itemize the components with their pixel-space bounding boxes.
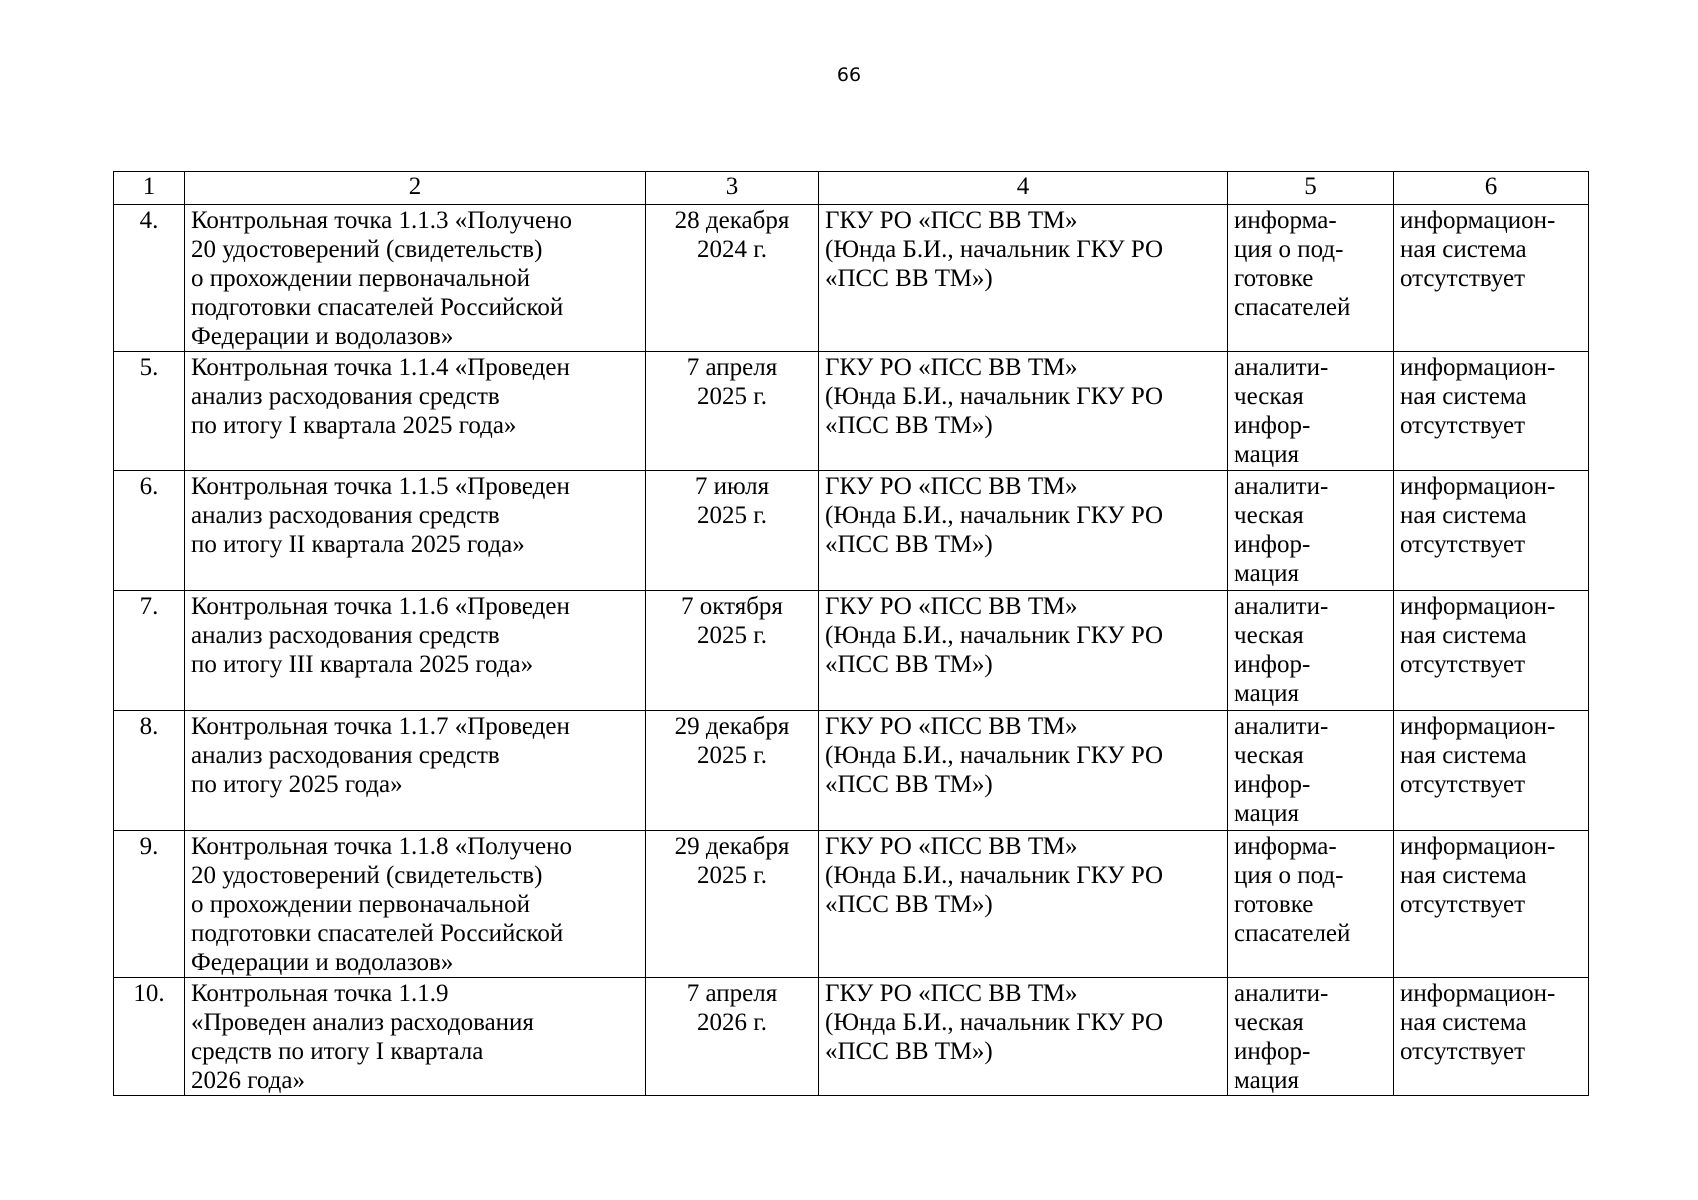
table-row <box>114 978 1589 1096</box>
deadline-date: 29 декабря 2025 г. <box>646 711 819 831</box>
deadline-date: 7 апреля 2026 г. <box>646 978 819 1096</box>
row-number: 9. <box>114 831 185 978</box>
information-system: информацион- ная система отсутствует <box>1394 352 1589 471</box>
table-row <box>114 831 1589 978</box>
responsible-executor: ГКУ РО «ПСС ВВ ТМ» (Юнда Б.И., начальник ГКУ РО «ПСС ВВ ТМ») <box>819 471 1228 591</box>
deadline-date: 7 октября 2025 г. <box>646 591 819 711</box>
control-point-name: Контрольная точка 1.1.6 «Проведен анализ расходования средств по итогу III квартала 2025 года» <box>185 591 646 711</box>
document-type: аналити- ческая инфор- мация <box>1228 471 1394 591</box>
table-header-row <box>114 172 1589 205</box>
table-row <box>114 352 1589 471</box>
control-point-name: Контрольная точка 1.1.4 «Проведен анализ расходования средств по итогу I квартала 2025 года» <box>185 352 646 471</box>
control-point-name: Контрольная точка 1.1.3 «Получено 20 удостоверений (свидетельств) о прохождении первоначальной подготовки спасателей Российской Федерации и водолазов» <box>185 205 646 352</box>
control-point-name: Контрольная точка 1.1.5 «Проведен анализ расходования средств по итогу II квартала 2025 года» <box>185 471 646 591</box>
control-points-table <box>113 171 1589 1096</box>
document-type: аналити- ческая инфор- мация <box>1228 711 1394 831</box>
document-type: информа- ция о под- готовке спасателей <box>1228 205 1394 352</box>
column-header-4: 4 <box>819 172 1228 205</box>
responsible-executor: ГКУ РО «ПСС ВВ ТМ» (Юнда Б.И., начальник ГКУ РО «ПСС ВВ ТМ») <box>819 352 1228 471</box>
row-number: 7. <box>114 591 185 711</box>
information-system: информацион- ная система отсутствует <box>1394 471 1589 591</box>
column-header-6: 6 <box>1394 172 1589 205</box>
document-type: аналити- ческая инфор- мация <box>1228 591 1394 711</box>
table-row <box>114 711 1589 831</box>
control-point-name: Контрольная точка 1.1.8 «Получено 20 удостоверений (свидетельств) о прохождении первоначальной подготовки спасателей Российской Федерации и водолазов» <box>185 831 646 978</box>
column-header-5: 5 <box>1228 172 1394 205</box>
table-row <box>114 591 1589 711</box>
deadline-date: 7 апреля 2025 г. <box>646 352 819 471</box>
page-number: 66 <box>836 64 862 86</box>
control-point-name: Контрольная точка 1.1.9 «Проведен анализ расходования средств по итогу I квартала 2026 года» <box>185 978 646 1096</box>
row-number: 10. <box>114 978 185 1096</box>
deadline-date: 28 декабря 2024 г. <box>646 205 819 352</box>
column-header-1: 1 <box>114 172 185 205</box>
deadline-date: 29 декабря 2025 г. <box>646 831 819 978</box>
row-number: 5. <box>114 352 185 471</box>
information-system: информацион- ная система отсутствует <box>1394 831 1589 978</box>
information-system: информацион- ная система отсутствует <box>1394 205 1589 352</box>
information-system: информацион- ная система отсутствует <box>1394 978 1589 1096</box>
responsible-executor: ГКУ РО «ПСС ВВ ТМ» (Юнда Б.И., начальник ГКУ РО «ПСС ВВ ТМ») <box>819 831 1228 978</box>
column-header-3: 3 <box>646 172 819 205</box>
responsible-executor: ГКУ РО «ПСС ВВ ТМ» (Юнда Б.И., начальник ГКУ РО «ПСС ВВ ТМ») <box>819 711 1228 831</box>
responsible-executor: ГКУ РО «ПСС ВВ ТМ» (Юнда Б.И., начальник ГКУ РО «ПСС ВВ ТМ») <box>819 591 1228 711</box>
responsible-executor: ГКУ РО «ПСС ВВ ТМ» (Юнда Б.И., начальник ГКУ РО «ПСС ВВ ТМ») <box>819 978 1228 1096</box>
row-number: 6. <box>114 471 185 591</box>
document-type: аналити- ческая инфор- мация <box>1228 978 1394 1096</box>
document-type: информа- ция о под- готовке спасателей <box>1228 831 1394 978</box>
responsible-executor: ГКУ РО «ПСС ВВ ТМ» (Юнда Б.И., начальник ГКУ РО «ПСС ВВ ТМ») <box>819 205 1228 352</box>
row-number: 8. <box>114 711 185 831</box>
column-header-2: 2 <box>185 172 646 205</box>
table-row <box>114 471 1589 591</box>
row-number: 4. <box>114 205 185 352</box>
table-row <box>114 205 1589 352</box>
deadline-date: 7 июля 2025 г. <box>646 471 819 591</box>
control-point-name: Контрольная точка 1.1.7 «Проведен анализ расходования средств по итогу 2025 года» <box>185 711 646 831</box>
information-system: информацион- ная система отсутствует <box>1394 711 1589 831</box>
document-type: аналити- ческая инфор- мация <box>1228 352 1394 471</box>
information-system: информацион- ная система отсутствует <box>1394 591 1589 711</box>
